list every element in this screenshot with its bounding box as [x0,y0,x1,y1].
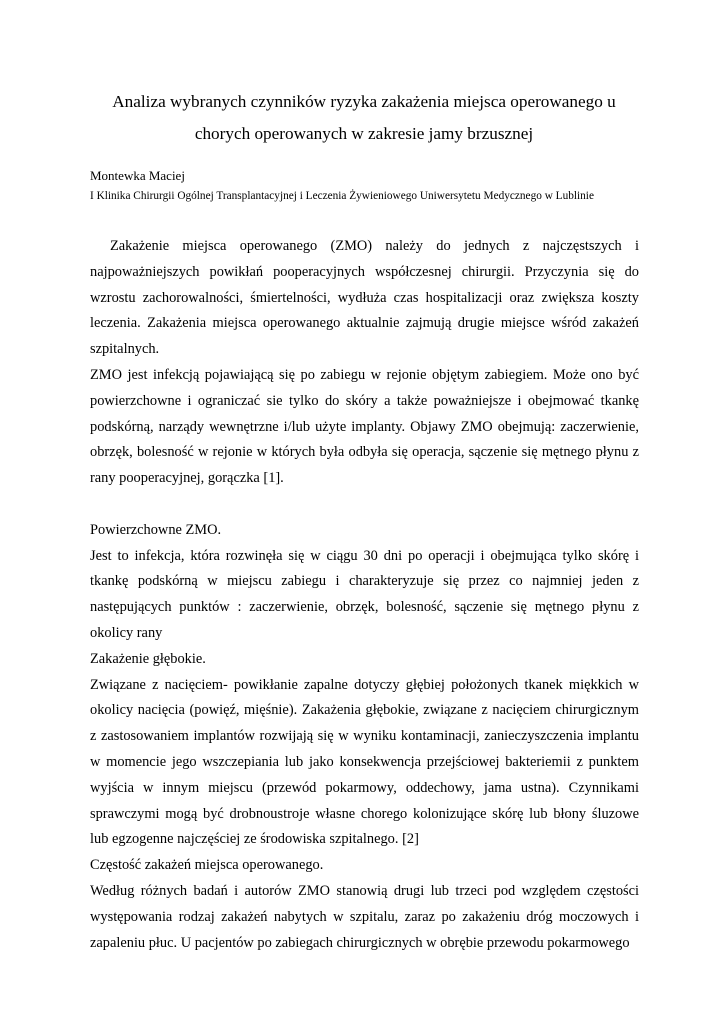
paragraph-superficial: Jest to infekcja, która rozwinęła się w ciągu 30 dni po operacji i obejmująca tylko skórę i tkankę podskórną w miejscu zabiegu i charakteryzuje się przez co najmniej jeden z następujących punktów : zaczerwienie, obrzęk, bolesność, sączenie się mętnego płynu z okolicy rany [90,547,639,641]
section-heading-superficial: Powierzchowne ZMO. [90,521,222,538]
document-body [90,234,639,956]
author-name: Montewka Maciej [90,168,185,183]
document-title [90,86,638,150]
paragraph-definition: ZMO jest infekcją pojawiającą się po zabiegu w rejonie objętym zabiegiem. Może ono być powierzchowne i ograniczać sie tylko do skóry a także poważniejsze i obejmować tkankę podskórną, narządy wewnętrzne i/lub użyte implanty. Objawy ZMO obejmują: zaczerwienie, obrzęk, bolesność w rejonie w których była odbyła się operacja, sączenie się mętnego płynu z rany pooperacyjnej, gorączka [1]. [90,366,639,487]
title-line-2: chorych operowanych w zakresie jamy brzusznej [194,124,534,143]
paragraph-intro: Zakażenie miejsca operowanego (ZMO) należy do jednych z najczęstszych i najpoważniejszych powikłań pooperacyjnych współczesnej chirurgii. Przyczynia się do wzrostu zachorowalności, śmiertelności, wydłuża czas hospitalizacji oraz zwiększa koszty leczenia. Zakażenia miejsca operowanego aktualnie zajmują drugie miejsce wśród zakażeń szpitalnych. [90,238,639,358]
section-heading-frequency: Częstość zakażeń miejsca operowanego. [90,857,324,874]
title-line-1: Analiza wybranych czynników ryzyka zakażenia miejsca operowanego u [112,92,616,111]
paragraph-frequency: Według różnych badań i autorów ZMO stanowią drugi lub trzeci pod względem częstości występowania rodzaj zakażeń nabytych w szpitalu, zaraz po zakażeniu dróg moczowych i zapaleniu płuc. U pacjentów po zabiegach chirurgicznych w obrębie przewodu pokarmowego [90,882,639,951]
section-heading-deep: Zakażenie głębokie. [90,650,206,667]
paragraph-deep: Związane z nacięciem- powikłanie zapalne dotyczy głębiej położonych tkanek miękkich w okolicy nacięcia (powięź, mięśnie). Zakażenia głębokie, związane z nacięciem chirurgicznym z zastosowaniem implantów rozwijają się w wyniku kontaminacji, zanieczyszczenia implantu w momencie jego wszczepiania lub jako konsekwencja przejściowej bakteriemii z punktem wyjścia w innym miejscu (przewód pokarmowy, oddechowy, jama ustna). Czynnikami sprawczymi mogą być drobnoustroje własne chorego kolonizujące skórę lub błony śluzowe lub egzogenne najczęściej ze środowiska szpitalnego. [2] [90,676,639,848]
author-affiliation: I Klinika Chirurgii Ogólnej Transplantacyjnej i Leczenia Żywieniowego Uniwersytetu Medycznego w Lublinie [90,190,594,202]
